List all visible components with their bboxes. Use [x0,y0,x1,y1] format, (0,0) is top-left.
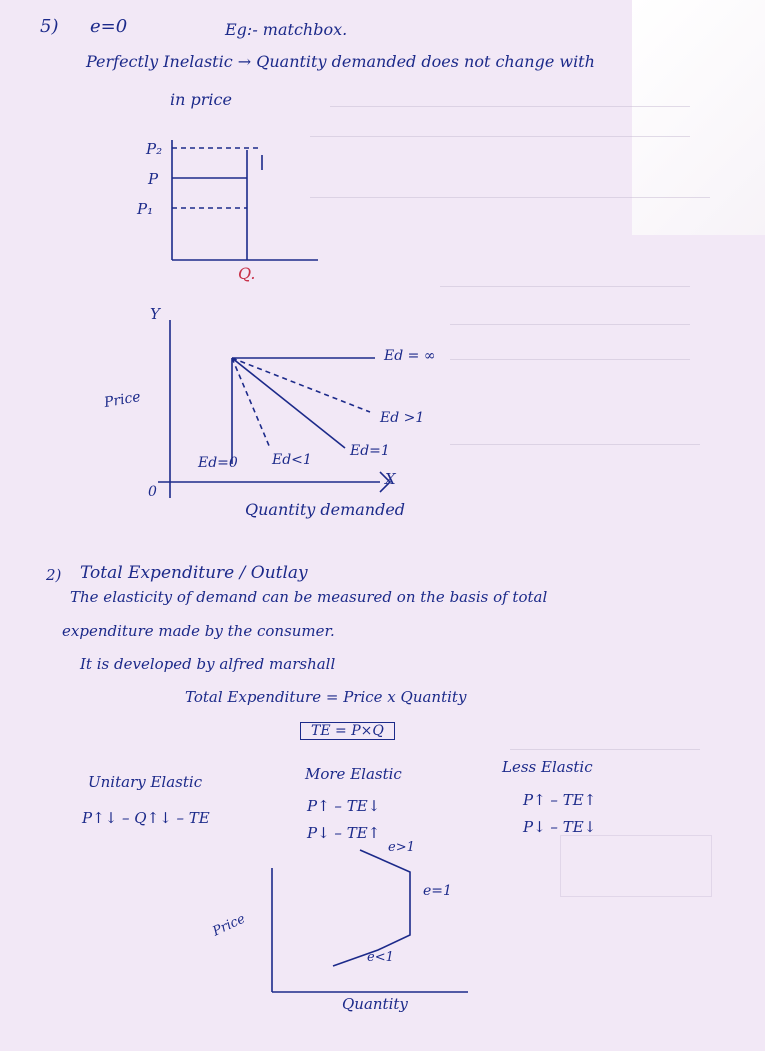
body-line-1: The elasticity of demand can be measured on the basis of total [70,588,548,606]
graph3-label-elt1: e<1 [367,950,394,965]
elasticity-condition: e=0 [90,16,128,37]
section-number-2: 2) [46,566,62,584]
unitary-line: P↑↓ – Q↑↓ – TE [82,809,210,827]
label-ed-zero: Ed=0 [198,455,238,471]
body-line-3: It is developed by alfred marshall [80,655,336,673]
graph3-te-curve [333,850,410,966]
label-price-axis: Price [102,388,142,412]
definition-line-1: Perfectly Inelastic → Quantity demanded does not change with [86,52,595,71]
label-ed-gt1: Ed >1 [380,410,425,426]
graph3-label-price: Price [210,911,248,940]
label-ed-lt1: Ed<1 [272,452,312,468]
section-heading: Total Expenditure / Outlay [80,563,308,583]
formula-line: Total Expenditure = Price x Quantity [185,688,467,706]
label-p2: P₂ [146,140,163,158]
more-elastic-line-2: P↓ – TE↑ [307,824,381,842]
more-elastic-heading: More Elastic [305,765,402,783]
less-elastic-heading: Less Elastic [502,758,593,776]
section-number: 5) [40,16,59,37]
graph3-label-egt1: e>1 [388,840,415,855]
label-ed-eq1: Ed=1 [350,443,390,459]
label-origin: 0 [148,484,157,500]
formula-box: TE = P×Q [300,722,395,740]
body-line-2: expenditure made by the consumer. [62,622,335,640]
label-p: P [148,170,159,188]
label-ed-infinite: Ed = ∞ [384,348,436,364]
less-elastic-line-2: P↓ – TE↓ [523,818,597,836]
label-x: X [385,470,396,488]
unitary-heading: Unitary Elastic [88,773,203,791]
example-text: Eg:- matchbox. [225,20,348,39]
less-elastic-line-1: P↑ – TE↑ [523,791,597,809]
graph3-label-quantity: Quantity [342,995,408,1013]
definition-line-2: in price [170,90,232,109]
label-y: Y [150,305,160,323]
label-quantity-demanded: Quantity demanded [245,500,406,519]
label-p1: P₁ [137,200,154,218]
more-elastic-line-1: P↑ – TE↓ [307,797,381,815]
graph3-label-eeq1: e=1 [423,883,452,899]
label-q: Q. [238,264,256,283]
